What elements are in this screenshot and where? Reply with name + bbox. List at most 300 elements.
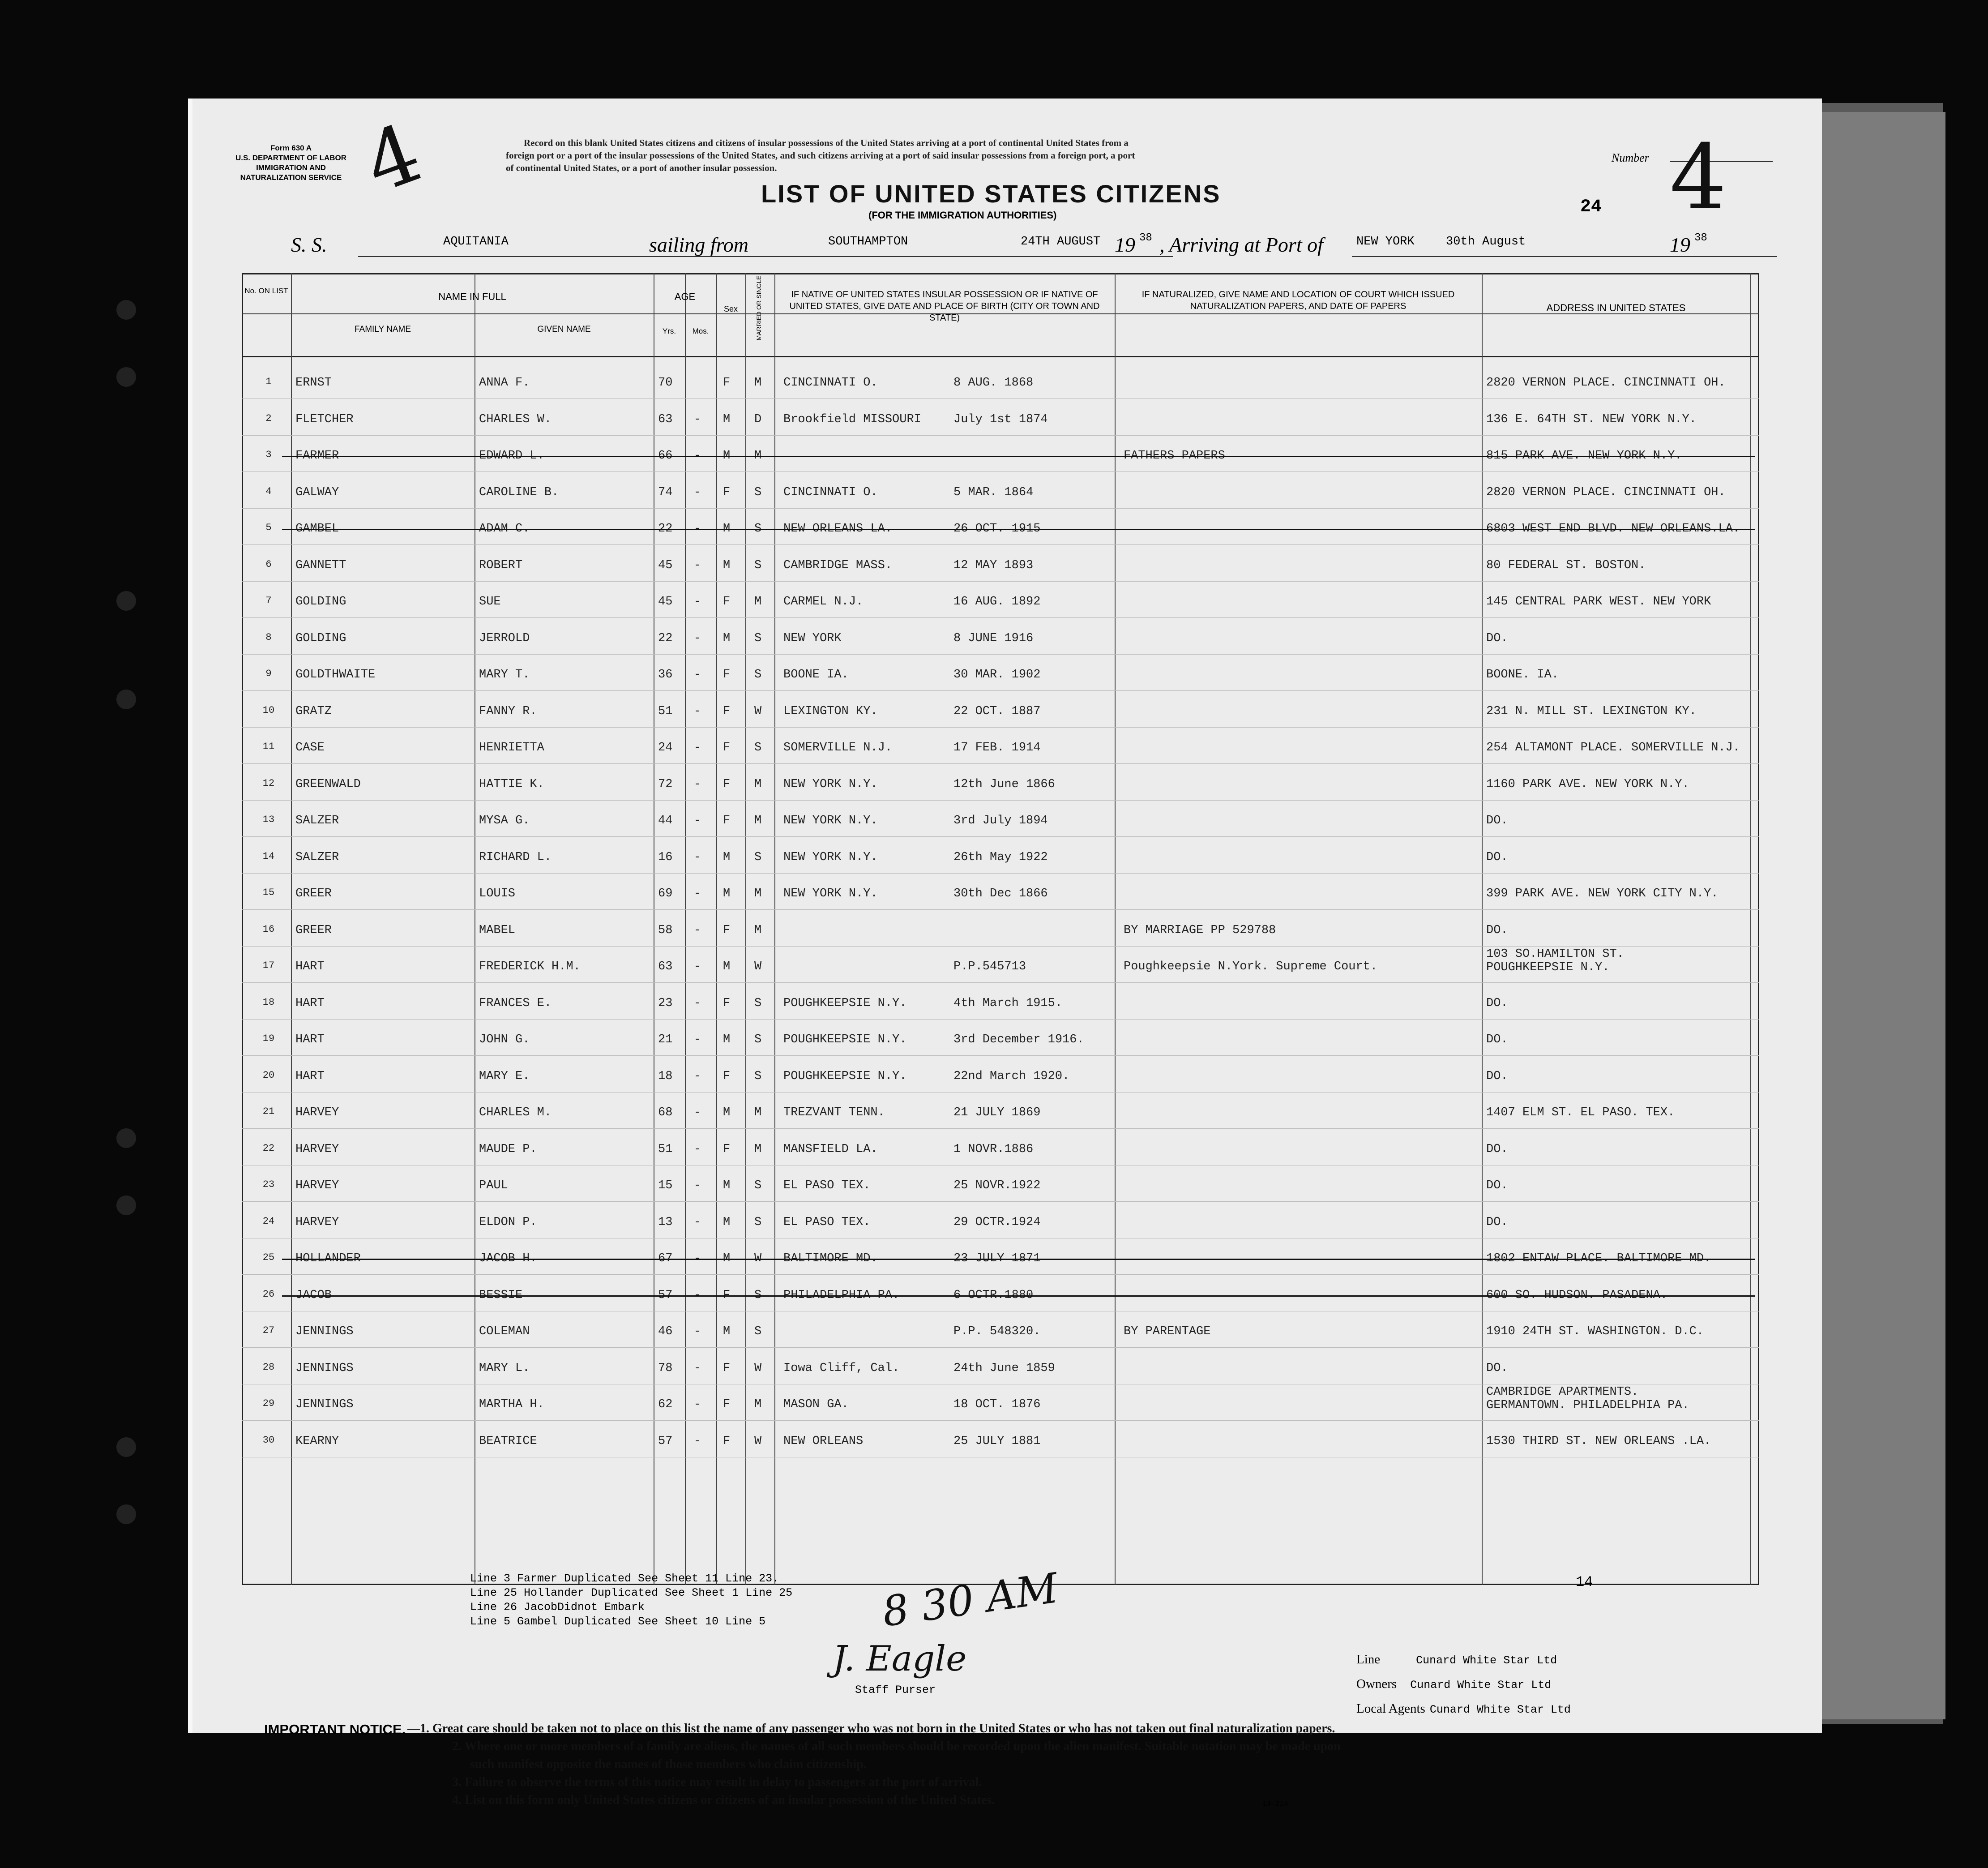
document-title: LIST OF UNITED STATES CITIZENS (761, 180, 1221, 208)
birth-place: NEW YORK N.Y. (783, 850, 878, 864)
line-label: Line (1356, 1652, 1381, 1667)
sex: F (723, 814, 731, 827)
birth-place: BALTIMORE MD. (783, 1252, 878, 1265)
address: DO. (1486, 1033, 1508, 1046)
sex: M (723, 960, 731, 973)
birth-place: LEXINGTON KY. (783, 704, 878, 718)
age-years: 21 (658, 1033, 673, 1046)
marital-status: W (754, 1361, 762, 1375)
age-years: 63 (658, 412, 673, 426)
age-years: 62 (658, 1398, 673, 1411)
departure-line (748, 256, 1173, 257)
sex: F (723, 1434, 731, 1448)
given-name: JOHN G. (479, 1033, 530, 1046)
owners-value: Cunard White Star Ltd (1410, 1679, 1552, 1692)
punch-hole (116, 591, 136, 611)
marital-status: S (754, 741, 762, 754)
arrival-line (1352, 256, 1777, 257)
row-number: 7 (265, 595, 272, 606)
ss-label: S. S. (291, 233, 327, 256)
age-years: 58 (658, 923, 673, 937)
row-number: 13 (262, 814, 275, 825)
family-name: ERNST (295, 376, 332, 390)
family-name: GREER (295, 887, 332, 900)
naturalization: FATHERS PAPERS (1124, 449, 1225, 463)
intro-line-1: Record on this blank United States citizens and citizens of insular possessions of the United States arriving at a port of continental United States from a (524, 137, 1129, 148)
line-value: Cunard White Star Ltd (1416, 1654, 1557, 1667)
address: DO. (1486, 923, 1508, 937)
birth-place: SOMERVILLE N.J. (783, 741, 893, 754)
footnotes (470, 1572, 792, 1629)
age-years: 69 (658, 887, 673, 900)
age-years: 66 (658, 449, 673, 463)
sex: M (723, 449, 731, 463)
col-header-married-single: MARRIED OR SINGLE (755, 275, 762, 341)
birth-date: 22nd March 1920. (953, 1069, 1070, 1083)
birth-date: 17 FEB. 1914 (953, 741, 1041, 754)
sex: M (723, 1106, 731, 1119)
sex: M (723, 558, 731, 572)
intro-line-2: foreign port or a port of the insular possessions of the United States, and such citizens arriving at a port of said insular possessions from a foreign port, a port (506, 150, 1135, 161)
sex: M (723, 850, 731, 864)
age-years: 22 (658, 631, 673, 645)
age-months: - (694, 1252, 701, 1265)
age-years: 22 (658, 522, 673, 536)
row-rule (242, 654, 1759, 655)
address-line-1: 103 SO.HAMILTON ST. (1486, 947, 1624, 961)
punch-hole (116, 690, 136, 709)
marital-status: M (754, 1398, 762, 1411)
row-number: 17 (262, 960, 275, 971)
birth-date: 8 JUNE 1916 (953, 631, 1034, 645)
given-name: HENRIETTA (479, 741, 544, 754)
birth-place: MANSFIELD LA. (783, 1142, 878, 1156)
sex: F (723, 923, 731, 937)
sex: F (723, 704, 731, 718)
sex: M (723, 631, 731, 645)
family-name: HARVEY (295, 1179, 339, 1192)
age-years: 74 (658, 485, 673, 499)
sex: F (723, 741, 731, 754)
address: DO. (1486, 1179, 1508, 1192)
birth-place: CARMEL N.J. (783, 595, 864, 608)
address-line-1: CAMBRIDGE APARTMENTS. (1486, 1385, 1639, 1399)
marital-status: W (754, 1434, 762, 1448)
age-months: - (694, 668, 701, 681)
service-name-2: NATURALIZATION SERVICE (240, 173, 342, 182)
given-name: JERROLD (479, 631, 530, 645)
sex: M (723, 1179, 731, 1192)
form-id-block (233, 143, 349, 183)
address: 80 FEDERAL ST. BOSTON. (1486, 558, 1646, 572)
family-name: HART (295, 1069, 325, 1083)
marital-status: M (754, 777, 762, 791)
departure-date: 24TH AUGUST (1021, 235, 1101, 248)
family-name: HART (295, 996, 325, 1010)
col-header-no: No. ON LIST (244, 287, 288, 295)
address: DO. (1486, 1069, 1508, 1083)
ship-name: AQUITANIA (443, 235, 509, 248)
row-rule (242, 763, 1759, 764)
family-name: GANNETT (295, 558, 346, 572)
row-number: 27 (262, 1325, 275, 1336)
age-months: - (694, 1179, 701, 1192)
age-years: 63 (658, 960, 673, 973)
marital-status: M (754, 814, 762, 827)
family-name: GOLDING (295, 595, 346, 608)
sex: M (723, 1325, 731, 1338)
address: 1910 24TH ST. WASHINGTON. D.C. (1486, 1325, 1704, 1338)
sex: M (723, 522, 731, 536)
age-years: 23 (658, 996, 673, 1010)
family-name: FARMER (295, 449, 339, 463)
marital-status: S (754, 1179, 762, 1192)
arriving-label: , Arriving at Port of (1159, 233, 1323, 256)
family-name: GOLDING (295, 631, 346, 645)
birth-date: 21 JULY 1869 (953, 1106, 1041, 1119)
header-divider-2 (242, 356, 1759, 357)
sex: F (723, 996, 731, 1010)
age-years: 57 (658, 1434, 673, 1448)
row-number: 15 (262, 887, 275, 898)
row-number: 9 (265, 668, 272, 679)
age-months: - (694, 449, 701, 463)
sex: M (723, 887, 731, 900)
sex: F (723, 376, 731, 390)
given-name: FREDERICK H.M. (479, 960, 581, 973)
birth-place: NEW ORLEANS (783, 1434, 864, 1448)
sex: M (723, 1033, 731, 1046)
strike-through-line (282, 1295, 1755, 1297)
col-line (745, 273, 746, 1585)
given-name: ANNA F. (479, 376, 530, 390)
marital-status: S (754, 996, 762, 1010)
birth-place: EL PASO TEX. (783, 1179, 871, 1192)
birth-date: 22 OCT. 1887 (953, 704, 1041, 718)
marital-status: M (754, 887, 762, 900)
given-name: CHARLES M. (479, 1106, 552, 1119)
age-years: 15 (658, 1179, 673, 1192)
agents-label: Local Agents (1356, 1701, 1425, 1716)
row-rule (242, 1274, 1759, 1275)
family-name: JACOB (295, 1288, 332, 1302)
col-line (774, 273, 775, 1585)
row-rule (242, 836, 1759, 837)
given-name: SUE (479, 595, 501, 608)
age-months: - (694, 1142, 701, 1156)
address: 815 PARK AVE. NEW YORK N.Y. (1486, 449, 1682, 463)
punch-hole (116, 1504, 136, 1524)
address: 600 SO. HUDSON. PASADENA. (1486, 1288, 1668, 1302)
age-years: 16 (658, 850, 673, 864)
given-name: MARY L. (479, 1361, 530, 1375)
owners-label: Owners (1356, 1677, 1397, 1691)
sex: F (723, 1069, 731, 1083)
marital-status: S (754, 1215, 762, 1229)
punch-hole (116, 1195, 136, 1215)
row-rule (242, 690, 1759, 691)
document-subtitle: (FOR THE IMMIGRATION AUTHORITIES) (868, 210, 1057, 221)
birth-place: PHILADELPHIA PA. (783, 1288, 900, 1302)
sex: F (723, 668, 731, 681)
col-line (1482, 273, 1483, 1585)
family-name: JENNINGS (295, 1398, 354, 1411)
marital-status: S (754, 1288, 762, 1302)
given-name: CHARLES W. (479, 412, 552, 426)
intro-line-3: of continental United States, or a port of another insular possession. (506, 163, 777, 173)
birth-date: 18 OCT. 1876 (953, 1398, 1041, 1411)
handwritten-sheet-mark-right: 4 (1670, 125, 1727, 230)
birth-date: 24th June 1859 (953, 1361, 1055, 1375)
given-name: MARTHA H. (479, 1398, 544, 1411)
marital-status: S (754, 668, 762, 681)
marital-status: S (754, 1325, 762, 1338)
form-number: Form 630 A (270, 144, 312, 152)
family-name: GALWAY (295, 485, 339, 499)
given-name: HATTIE K. (479, 777, 544, 791)
marital-status: M (754, 449, 762, 463)
age-years: 13 (658, 1215, 673, 1229)
marital-status: S (754, 522, 762, 536)
form-code: 14—214 (1262, 1800, 1288, 1808)
address: 136 E. 64TH ST. NEW YORK N.Y. (1486, 412, 1697, 426)
arrival-date: 30th August (1446, 235, 1526, 248)
age-years: 67 (658, 1252, 673, 1265)
age-months: - (694, 412, 701, 426)
sex: F (723, 1361, 731, 1375)
row-rule (242, 544, 1759, 545)
sex: M (723, 1215, 731, 1229)
family-name: GAMBEL (295, 522, 339, 536)
address: 1802 ENTAW PLACE. BALTIMORE MD. (1486, 1252, 1711, 1265)
age-years: 46 (658, 1325, 673, 1338)
sex: F (723, 777, 731, 791)
age-months: - (694, 996, 701, 1010)
age-months: - (694, 1215, 701, 1229)
col-header-months: Mos. (692, 327, 709, 335)
given-name: ROBERT (479, 558, 523, 572)
row-number: 20 (262, 1069, 275, 1081)
punch-hole (116, 1128, 136, 1148)
col-header-years: Yrs. (662, 327, 676, 335)
address: DO. (1486, 1215, 1508, 1229)
birth-date: 1 NOVR.1886 (953, 1142, 1034, 1156)
family-name: SALZER (295, 850, 339, 864)
row-rule (242, 1128, 1759, 1129)
family-name: GREENWALD (295, 777, 361, 791)
row-rule (242, 1092, 1759, 1093)
address: BOONE. IA. (1486, 668, 1559, 681)
row-rule (242, 1055, 1759, 1056)
manifest-page (188, 99, 1822, 1808)
age-months: - (694, 850, 701, 864)
given-name: CAROLINE B. (479, 485, 559, 499)
age-years: 72 (658, 777, 673, 791)
sex: M (723, 412, 731, 426)
address: DO. (1486, 996, 1508, 1010)
given-name: BESSIE (479, 1288, 523, 1302)
birth-place: NEW ORLEANS LA. (783, 522, 893, 536)
age-months: - (694, 923, 701, 937)
birth-date: 5 MAR. 1864 (953, 485, 1034, 499)
age-months: - (694, 1069, 701, 1083)
family-name: JENNINGS (295, 1325, 354, 1338)
birth-place: POUGHKEEPSIE N.Y. (783, 996, 907, 1010)
given-name: MAUDE P. (479, 1142, 537, 1156)
notice-heading: IMPORTANT NOTICE. (264, 1722, 406, 1737)
marital-status: S (754, 485, 762, 499)
row-rule (242, 581, 1759, 582)
department-name: U.S. DEPARTMENT OF LABOR (235, 154, 347, 162)
col-header-naturalized: IF NATURALIZED, GIVE NAME AND LOCATION OF COURT WHICH ISSUED NATURALIZATION PAPERS, AND DATE OF PAPERS (1141, 290, 1455, 311)
purser-signature: J. Eagle (833, 1639, 967, 1679)
birth-date: 23 JULY 1871 (953, 1252, 1041, 1265)
birth-date: 30 MAR. 1902 (953, 668, 1041, 681)
row-rule (242, 727, 1759, 728)
address-line-2: POUGHKEEPSIE N.Y. (1486, 961, 1610, 974)
marital-status: W (754, 704, 762, 718)
strike-through-line (282, 529, 1755, 530)
given-name: MARY T. (479, 668, 530, 681)
row-number: 1 (265, 376, 272, 387)
marital-status: M (754, 923, 762, 937)
birth-date: 25 JULY 1881 (953, 1434, 1041, 1448)
row-number: 6 (265, 558, 272, 570)
row-number: 28 (262, 1361, 275, 1373)
birth-date: 29 OCTR.1924 (953, 1215, 1041, 1229)
marital-status: S (754, 558, 762, 572)
age-years: 51 (658, 704, 673, 718)
row-rule (242, 946, 1759, 947)
marital-status: M (754, 1106, 762, 1119)
birth-place: NEW YORK (783, 631, 842, 645)
age-months: - (694, 1033, 701, 1046)
service-name-1: IMMIGRATION AND (256, 163, 326, 172)
col-line (716, 273, 717, 1585)
col-header-birth: IF NATIVE OF UNITED STATES INSULAR POSSESSION OR IF NATIVE OF UNITED STATES, GIVE DATE AND PLACE OF BIRTH (CITY OR TOWN AND STATE) (789, 290, 1100, 323)
marital-status: S (754, 1069, 762, 1083)
sex: F (723, 1142, 731, 1156)
strike-through-line (282, 456, 1755, 457)
address: 399 PARK AVE. NEW YORK CITY N.Y. (1486, 887, 1719, 900)
row-rule (242, 471, 1759, 472)
age-months: - (694, 485, 701, 499)
marital-status: M (754, 595, 762, 608)
marital-status: S (754, 850, 762, 864)
age-months: - (694, 777, 701, 791)
punch-hole (116, 367, 136, 387)
sex: F (723, 485, 731, 499)
address: DO. (1486, 631, 1508, 645)
col-line (1750, 273, 1751, 1585)
line-owners-agents (1356, 1648, 1571, 1722)
departure-year-prefix: 19 (1115, 233, 1135, 256)
row-number: 18 (262, 996, 275, 1008)
age-years: 68 (658, 1106, 673, 1119)
arrival-year-suffix: 38 (1694, 232, 1707, 244)
row-rule (242, 398, 1759, 399)
footnote: Line 5 Gambel Duplicated See Sheet 10 Line 5 (470, 1615, 766, 1628)
age-months: - (694, 631, 701, 645)
notice-item-3: 3. Failure to observe the terms of this notice may result in delay to passengers at the port of arrival. (452, 1775, 982, 1789)
birth-place: POUGHKEEPSIE N.Y. (783, 1069, 907, 1083)
footnote: Line 25 Hollander Duplicated See Sheet 1 Line 25 (470, 1586, 793, 1599)
birth-place: NEW YORK N.Y. (783, 887, 878, 900)
address-line-2: GERMANTOWN. PHILADELPHIA PA. (1486, 1399, 1689, 1412)
birth-place: MASON GA. (783, 1398, 849, 1411)
row-number: 8 (265, 631, 272, 643)
age-months: - (694, 1434, 701, 1448)
col-header-family-name: FAMILY NAME (355, 325, 411, 334)
marital-status: D (754, 412, 762, 426)
row-number: 29 (262, 1398, 275, 1409)
row-number: 4 (265, 485, 272, 497)
row-number: 24 (262, 1215, 275, 1227)
age-years: 18 (658, 1069, 673, 1083)
family-name: KEARNY (295, 1434, 339, 1448)
arrival-year-prefix: 19 (1670, 233, 1690, 256)
row-number: 16 (262, 923, 275, 935)
page-reference: 14 (1576, 1574, 1593, 1590)
sheet-number: 24 (1580, 197, 1602, 217)
footnote: Line 3 Farmer Duplicated See Sheet 11 Line 23. (470, 1572, 779, 1585)
age-months: - (694, 814, 701, 827)
notice-item-2: 2. Where one or more members of a family are aliens, the names of all such members should be recorded upon the alien manifest. Suitable notation may be made upon (452, 1739, 1341, 1753)
age-years: 57 (658, 1288, 673, 1302)
marital-status: M (754, 1142, 762, 1156)
age-years: 24 (658, 741, 673, 754)
marital-status: S (754, 1033, 762, 1046)
family-name: SALZER (295, 814, 339, 827)
birth-place: CAMBRIDGE MASS. (783, 558, 893, 572)
address: 6803 WEST END BLVD. NEW ORLEANS.LA. (1486, 522, 1740, 536)
family-name: FLETCHER (295, 412, 354, 426)
sex: F (723, 595, 731, 608)
address: DO. (1486, 814, 1508, 827)
birth-date: 8 AUG. 1868 (953, 376, 1034, 390)
agents-value: Cunard White Star Ltd (1429, 1703, 1571, 1716)
row-number: 26 (262, 1288, 275, 1300)
row-number: 5 (265, 522, 272, 533)
address: 145 CENTRAL PARK WEST. NEW YORK (1486, 595, 1711, 608)
row-rule (242, 435, 1759, 436)
birth-place: Iowa Cliff, Cal. (783, 1361, 900, 1375)
number-label: Number (1612, 151, 1649, 164)
birth-date: 25 NOVR.1922 (953, 1179, 1041, 1192)
address: 1160 PARK AVE. NEW YORK N.Y. (1486, 777, 1689, 791)
row-rule (242, 1201, 1759, 1202)
family-name: CASE (295, 741, 325, 754)
row-rule (242, 982, 1759, 983)
birth-place: NEW YORK N.Y. (783, 814, 878, 827)
row-number: 14 (262, 850, 275, 862)
age-years: 78 (658, 1361, 673, 1375)
given-name: MARY E. (479, 1069, 530, 1083)
row-number: 22 (262, 1142, 275, 1154)
family-name: GRATZ (295, 704, 332, 718)
row-rule (242, 508, 1759, 509)
row-number: 2 (265, 412, 272, 424)
sex: F (723, 1398, 731, 1411)
purser-label: Staff Purser (855, 1684, 936, 1697)
age-months: - (694, 522, 701, 536)
departure-year-suffix: 38 (1139, 232, 1152, 244)
birth-place: EL PASO TEX. (783, 1215, 871, 1229)
handwritten-sheet-mark-left: 4 (352, 106, 433, 212)
address: DO. (1486, 850, 1508, 864)
row-rule (242, 909, 1759, 910)
intro-text (506, 137, 1135, 174)
